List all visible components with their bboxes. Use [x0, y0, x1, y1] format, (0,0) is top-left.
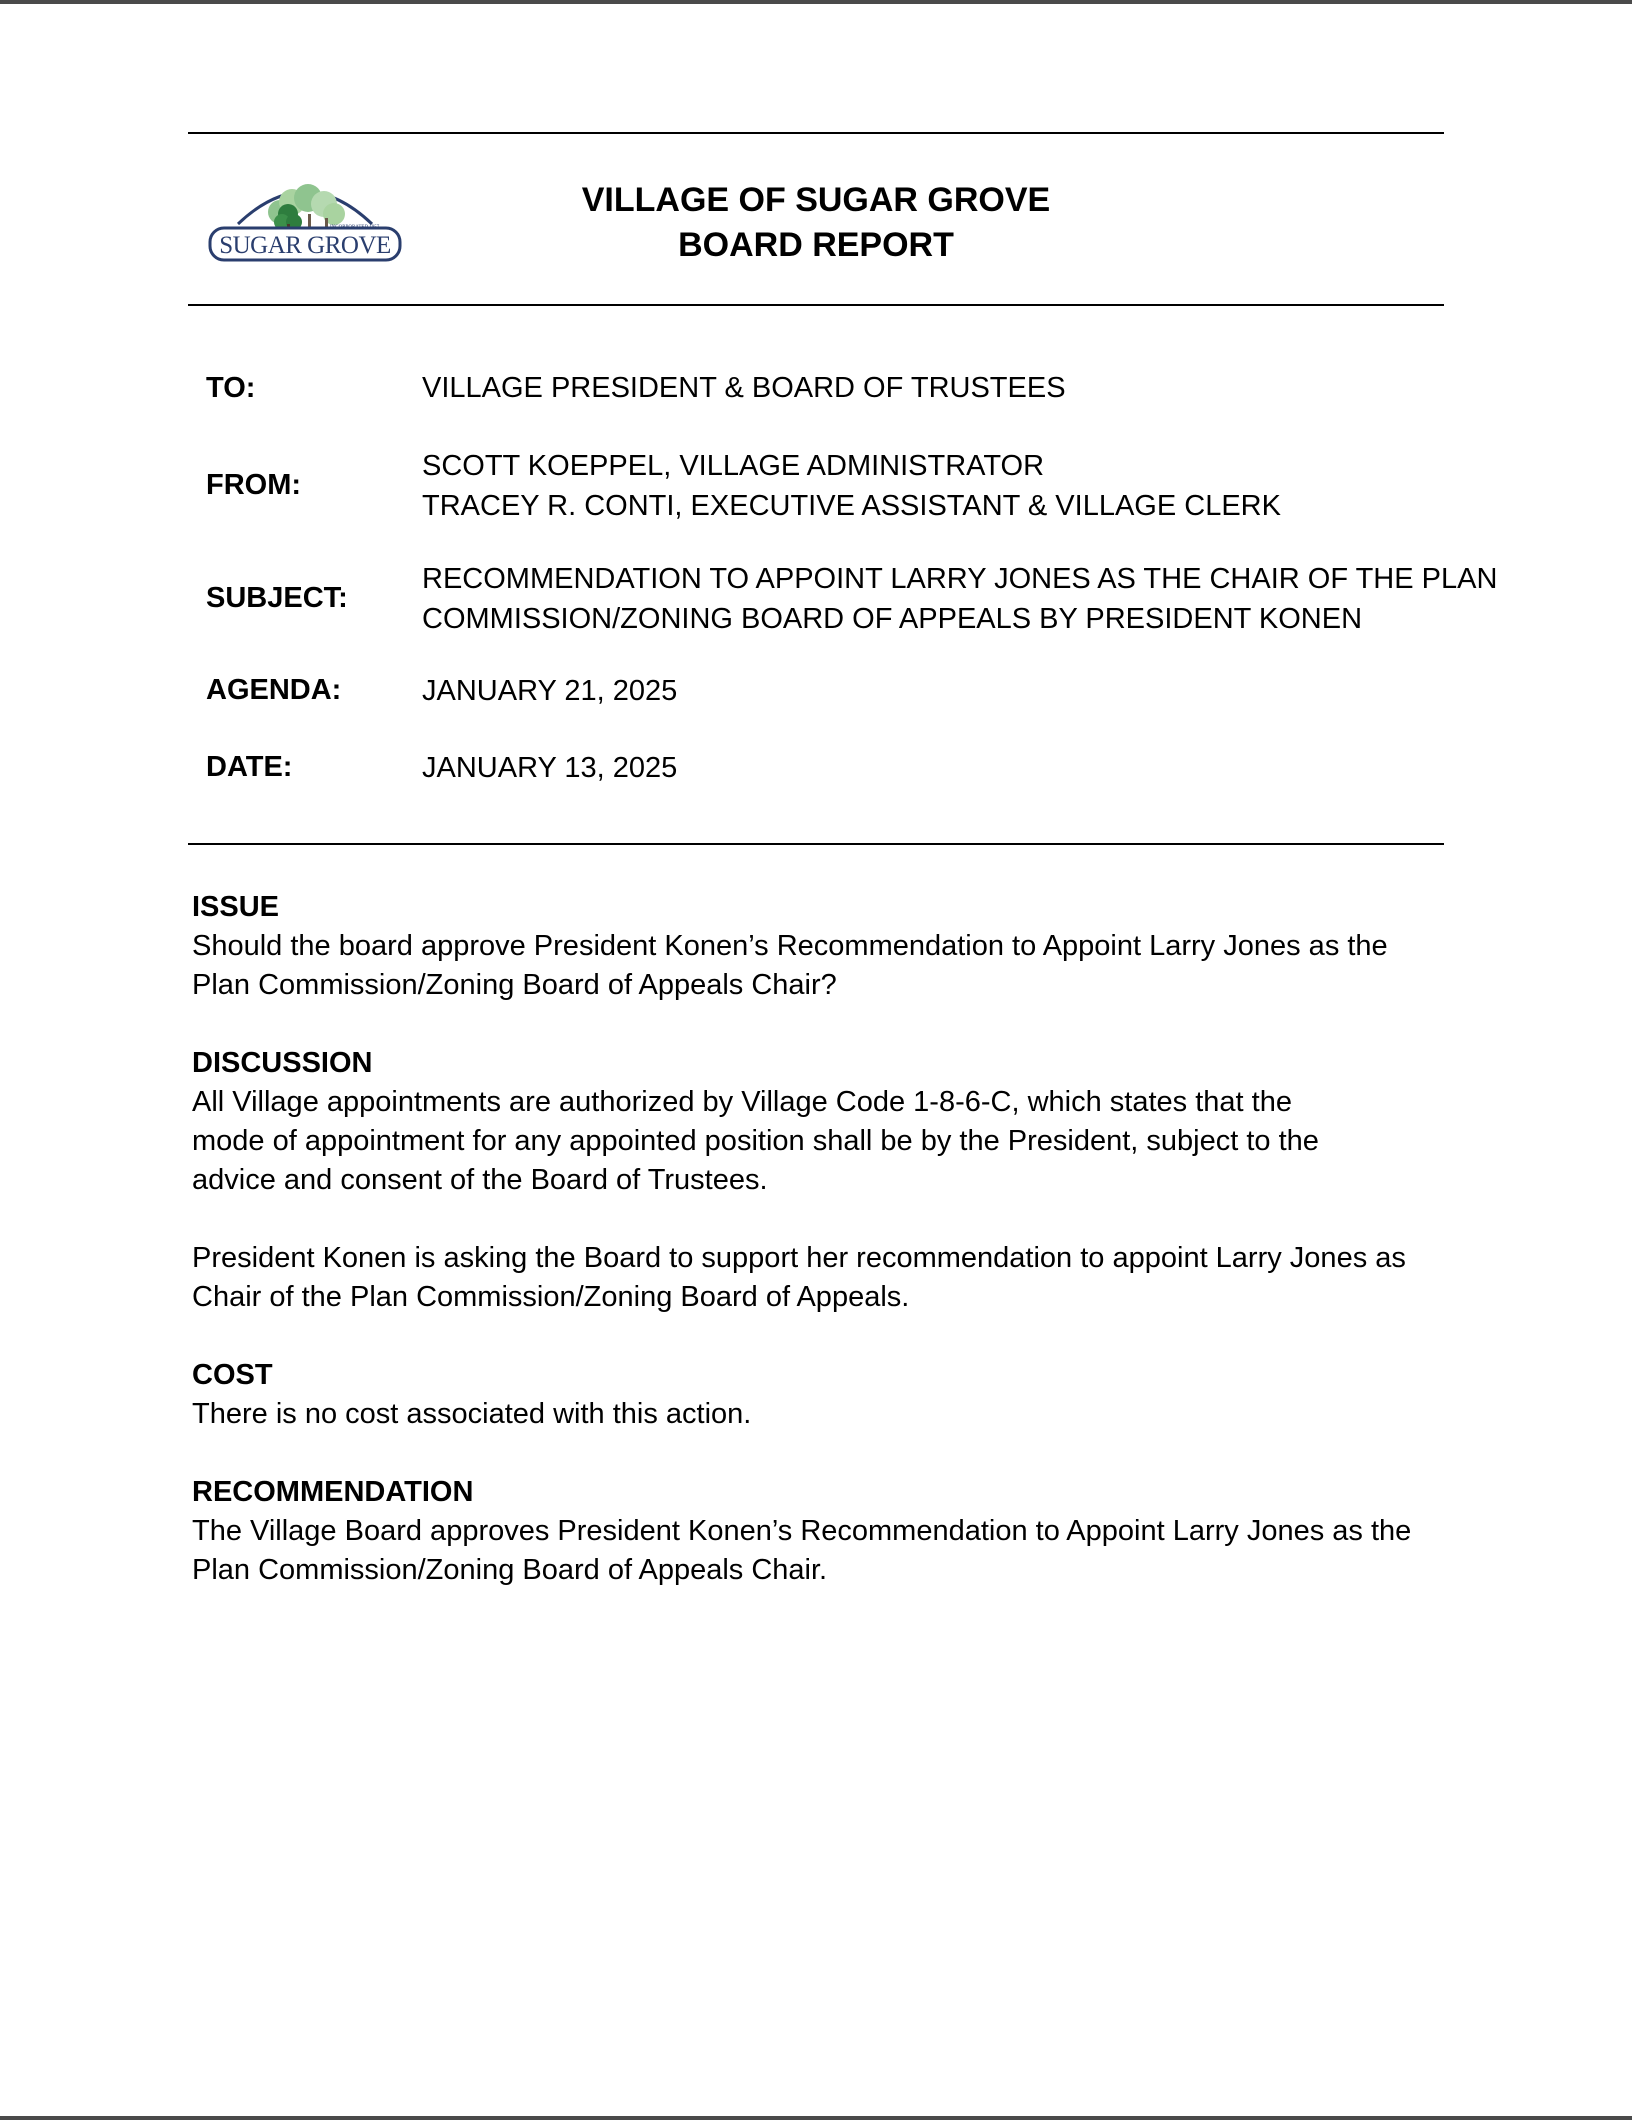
cost-heading: COST: [192, 1359, 273, 1391]
agenda-label: AGENDA:: [206, 674, 342, 706]
discussion-p2-line-1: President Konen is asking the Board to support her recommendation to appoint Larry Jones as: [192, 1242, 1406, 1274]
report-title: [516, 178, 1116, 268]
discussion-heading: DISCUSSION: [192, 1047, 373, 1079]
discussion-p2-line-2: Chair of the Plan Commission/Zoning Board of Appeals.: [192, 1281, 910, 1313]
from-value-line-2: TRACEY R. CONTI, EXECUTIVE ASSISTANT & VILLAGE CLERK: [422, 490, 1281, 522]
discussion-p1-line-2: mode of appointment for any appointed position shall be by the President, subject to the: [192, 1125, 1319, 1157]
recommendation-text-line-1: The Village Board approves President Konen’s Recommendation to Appoint Larry Jones as the: [192, 1515, 1412, 1547]
page-top-border: [0, 0, 1632, 4]
issue-text-line-1: Should the board approve President Konen’s Recommendation to Appoint Larry Jones as the: [192, 930, 1388, 962]
title-line-village: VILLAGE OF SUGAR GROVE: [581, 181, 1051, 219]
svg-text:SUGAR GROVE: SUGAR GROVE: [219, 232, 391, 259]
header-top-rule: [188, 132, 1444, 134]
header-bottom-rule: [188, 304, 1444, 306]
subject-value-line-1: RECOMMENDATION TO APPOINT LARRY JONES AS THE CHAIR OF THE PLAN: [422, 563, 1498, 595]
date-value: JANUARY 13, 2025: [422, 752, 678, 784]
subject-value-line-2: COMMISSION/ZONING BOARD OF APPEALS BY PRESIDENT KONEN: [422, 603, 1363, 635]
from-value-line-1: SCOTT KOEPPEL, VILLAGE ADMINISTRATOR: [422, 450, 1045, 482]
to-value: VILLAGE PRESIDENT & BOARD OF TRUSTEES: [422, 372, 1066, 404]
page-bottom-border: [0, 2116, 1632, 2120]
discussion-p1-line-3: advice and consent of the Board of Trustees.: [192, 1164, 768, 1196]
issue-text-line-2: Plan Commission/Zoning Board of Appeals Chair?: [192, 969, 837, 1001]
recommendation-heading: RECOMMENDATION: [192, 1476, 474, 1508]
sugar-grove-logo: [208, 172, 402, 264]
title-line-board-report: BOARD REPORT: [678, 226, 954, 264]
agenda-value: JANUARY 21, 2025: [422, 675, 678, 707]
to-label: TO:: [206, 372, 256, 404]
cost-text-line-1: There is no cost associated with this action.: [192, 1398, 752, 1430]
issue-heading: ISSUE: [192, 891, 280, 923]
discussion-p1-line-1: All Village appointments are authorized by Village Code 1-8-6-C, which states that the: [192, 1086, 1292, 1118]
date-label: DATE:: [206, 751, 293, 783]
from-label: FROM:: [206, 469, 302, 501]
memo-bottom-rule: [188, 843, 1444, 845]
recommendation-text-line-2: Plan Commission/Zoning Board of Appeals Chair.: [192, 1554, 828, 1586]
subject-label: SUBJECT:: [206, 582, 348, 614]
